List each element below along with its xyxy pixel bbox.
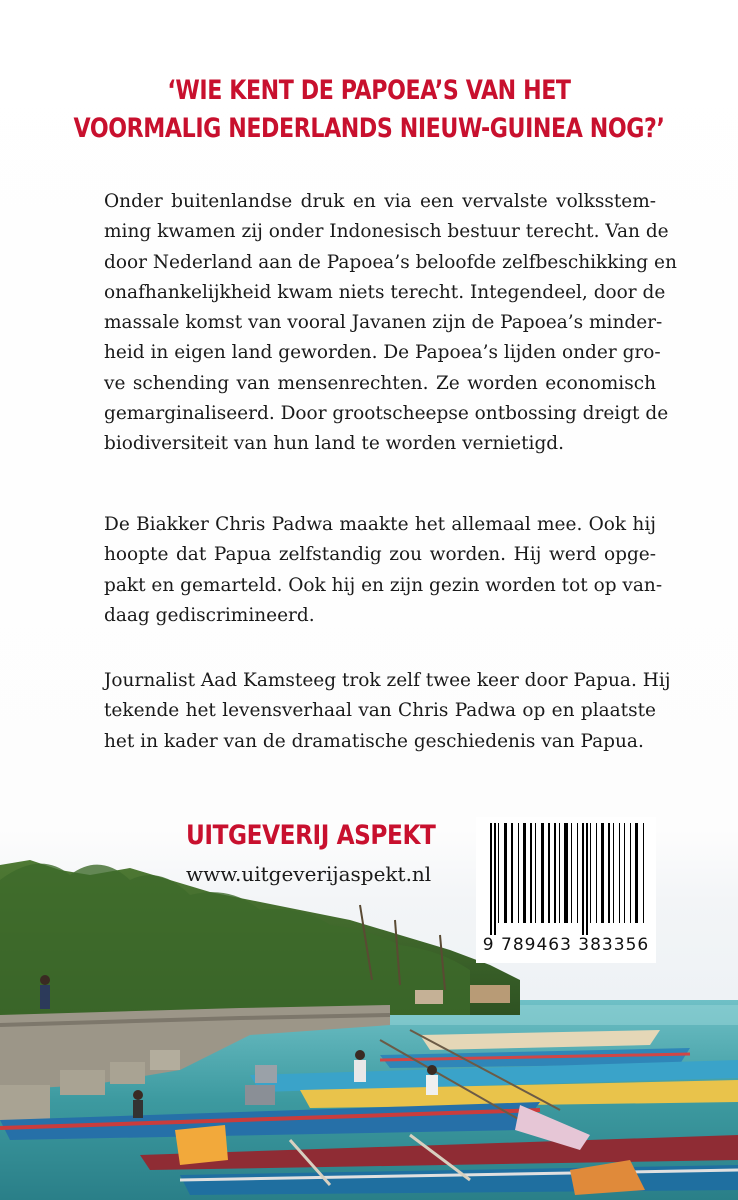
publisher-name: UITGEVERIJ ASPEKT <box>186 820 436 851</box>
barcode-bar <box>504 823 507 923</box>
barcode-bar <box>541 823 544 923</box>
text-line: pakt en gemarteld. Ook hij en zijn gezin worden tot op van- <box>104 574 663 596</box>
barcode-bar <box>608 823 610 923</box>
barcode-bar <box>511 823 513 923</box>
text-line: gemarginaliseerd. Door grootscheepse ontbossing dreigt de <box>104 403 669 425</box>
barcode-bar <box>559 823 560 923</box>
tagline-heading <box>66 72 671 148</box>
text-line: ming kwamen zij onder Indonesisch bestuur terecht. Van de <box>104 221 669 243</box>
text-line: onafhankelijkheid kwam niets terecht. Integendeel, door de <box>104 281 666 303</box>
barcode-bar <box>582 823 584 935</box>
text-line: biodiversiteit van hun land te worden vernietigd. <box>104 433 565 455</box>
text-line: heid in eigen land geworden. De Papoea’s lijden onder gro- <box>104 342 661 364</box>
barcode-bar <box>518 823 519 923</box>
barcode-bar <box>498 823 499 923</box>
isbn-barcode <box>476 817 656 963</box>
barcode-bar <box>530 823 532 923</box>
text-line: ve schending van mensenrechten. Ze worden economisch <box>104 372 656 394</box>
text-line: tekende het levensverhaal van Chris Padwa op en plaatste <box>104 700 656 722</box>
text-line: het in kader van de dramatische geschiedenis van Papua. <box>104 730 644 752</box>
blurb-paragraph-1 <box>104 187 677 460</box>
publisher-website[interactable]: www.uitgeverijaspekt.nl <box>186 862 432 886</box>
barcode-bar <box>571 823 572 923</box>
barcode-bar <box>630 823 631 923</box>
tagline-line-2: VOORMALIG NEDERLANDS NIEUW-GUINEA NOG?’ <box>73 113 665 144</box>
barcode-bars <box>488 823 644 935</box>
barcode-bar <box>535 823 536 923</box>
barcode-bar <box>494 823 496 935</box>
text-line: hoopte dat Papua zelfstandig zou worden. Hij werd opge- <box>104 544 656 566</box>
barcode-bar <box>590 823 591 923</box>
barcode-bar <box>601 823 604 923</box>
text-line: daag gediscrimineerd. <box>104 604 315 626</box>
barcode-bar <box>586 823 588 935</box>
text-line: massale komst van vooral Javanen zijn de Papoea’s minder- <box>104 312 663 334</box>
barcode-bar <box>490 823 492 935</box>
text-line: Onder buitenlandse druk en via een vervalste volksstem- <box>104 191 656 212</box>
tagline-line-1: ‘WIE KENT DE PAPOEA’S VAN HET <box>167 75 571 106</box>
text-line: Journalist Aad Kamsteeg trok zelf twee keer door Papua. Hij <box>104 670 671 691</box>
text-line: door Nederland aan de Papoea’s beloofde zelfbeschikking en <box>104 251 677 273</box>
blurb-paragraph-3 <box>104 666 671 757</box>
blurb-paragraph-2 <box>104 510 663 631</box>
barcode-bar <box>613 823 614 923</box>
barcode-bar <box>643 823 644 923</box>
barcode-bar <box>577 823 578 923</box>
text-line: De Biakker Chris Padwa maakte het allemaal mee. Ook hij <box>104 514 656 535</box>
barcode-bar <box>624 823 625 923</box>
barcode-bar <box>554 823 556 923</box>
barcode-bar <box>596 823 597 923</box>
isbn-number: 9 789463 383356 <box>482 935 650 955</box>
barcode-bar <box>635 823 638 923</box>
barcode-bar <box>523 823 526 923</box>
barcode-bar <box>619 823 620 923</box>
barcode-bar <box>548 823 550 923</box>
barcode-bar <box>564 823 568 923</box>
